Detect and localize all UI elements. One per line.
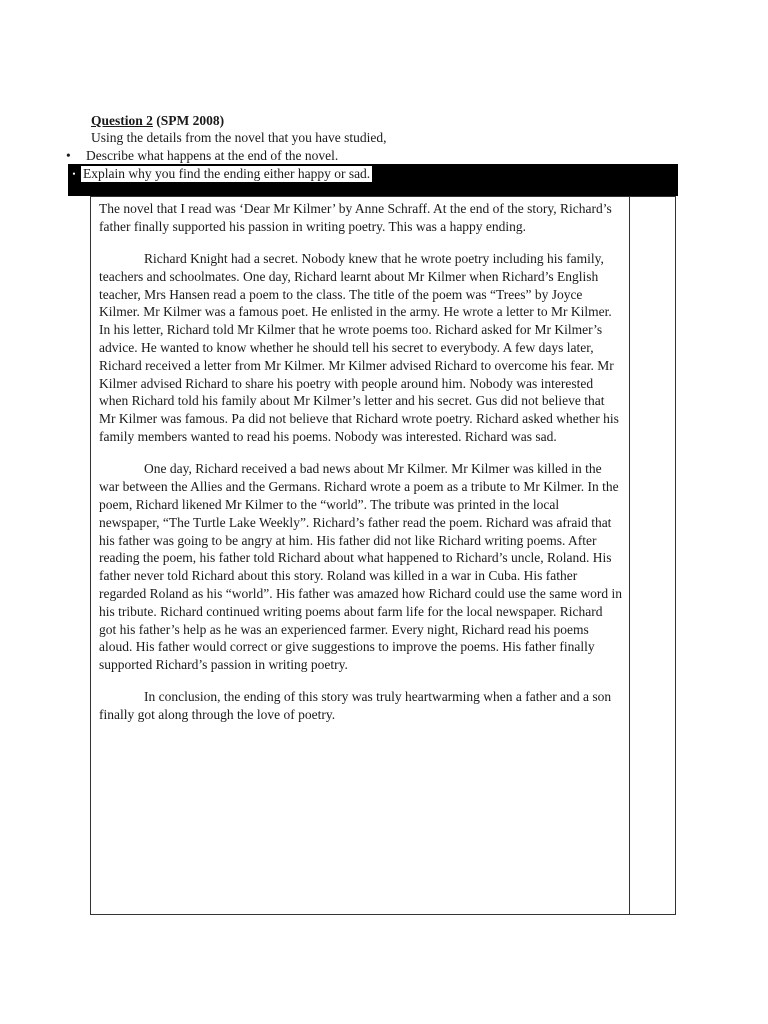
- bullet-text-1: Describe what happens at the end of the novel.: [86, 148, 339, 163]
- answer-table: [90, 196, 676, 915]
- essay-paragraph-intro: The novel that I read was ‘Dear Mr Kilmer’ by Anne Schraff. At the end of the story, Richard’s father finally supported his passion in writing poetry. This was a happy ending.: [99, 201, 612, 234]
- essay-paragraph-2: Richard Knight had a secret. Nobody knew that he wrote poetry including his family, teachers and schoolmates. One day, Richard learnt about Mr Kilmer when Richard’s English teacher, Mrs Hansen read a poem to the class. The title of the poem was “Trees” by Joyce Kilmer. Mr Kilmer was a famous poet. He enlisted in the army. He wrote a letter to Mr Kilmer. In his letter, Richard told Mr Kilmer that he wrote poems too. Richard asked for Mr Kilmer’s advice. He wanted to know whether he should tell his secret to everybody. A few days later, Richard received a letter from Mr Kilmer. Mr Kilmer advised Richard to overcome his fear. Mr Kilmer advised Richard to share his poetry with people around him. Nobody was interested when Richard told his family about Mr Kilmer’s letter and his secret. Gus did not believe that Mr Kilmer was famous. Pa did not believe that Richard wrote poetry. Richard asked whether his family members wanted to read his poems. Nobody was interested. Richard was sad.: [99, 251, 619, 445]
- question-label: Question 2: [91, 113, 153, 128]
- table-column-divider: [629, 197, 630, 914]
- bullet-text-2[interactable]: Explain why you find the ending either happy or sad.: [80, 166, 372, 182]
- bullet-dot-icon: •: [68, 166, 80, 182]
- question-source: (SPM 2008): [156, 113, 225, 128]
- question-instruction: Using the details from the novel that you have studied,: [91, 130, 387, 145]
- essay-paragraph-conclusion: In conclusion, the ending of this story was truly heartwarming when a father and a son finally got along through the love of poetry.: [99, 689, 612, 723]
- question-heading: [91, 112, 224, 129]
- bullet-item-2[interactable]: [68, 166, 372, 182]
- bullet-dot-icon: •: [66, 148, 71, 163]
- essay-text[interactable]: [99, 200, 622, 739]
- essay-paragraph-3: One day, Richard received a bad news about Mr Kilmer. Mr Kilmer was killed in the war between the Allies and the Germans. Richard wrote a poem as a tribute to Mr Kilmer. In the poem, Richard likened Mr Kilmer to the “world”. The tribute was printed in the local newspaper, “The Turtle Lake Weekly”. Richard’s father read the poem. Richard was afraid that his father was going to be angry at him. His father did not like Richard writing poems. After reading the poem, his father told Richard about what happened to Richard’s uncle, Roland. His father never told Richard about this story. Roland was killed in a war in Cuba. His father regarded Roland as his “world”. His father was amazed how Richard could use the same word in his tribute. Richard continued writing poems about farm life for the local newspaper. Richard got his father’s help as he was an experienced farmer. Every night, Richard read his poems aloud. His father would correct or give suggestions to improve the poems. His father finally supported Richard’s passion in writing poetry.: [99, 461, 622, 673]
- bullet-item-1: [66, 147, 338, 164]
